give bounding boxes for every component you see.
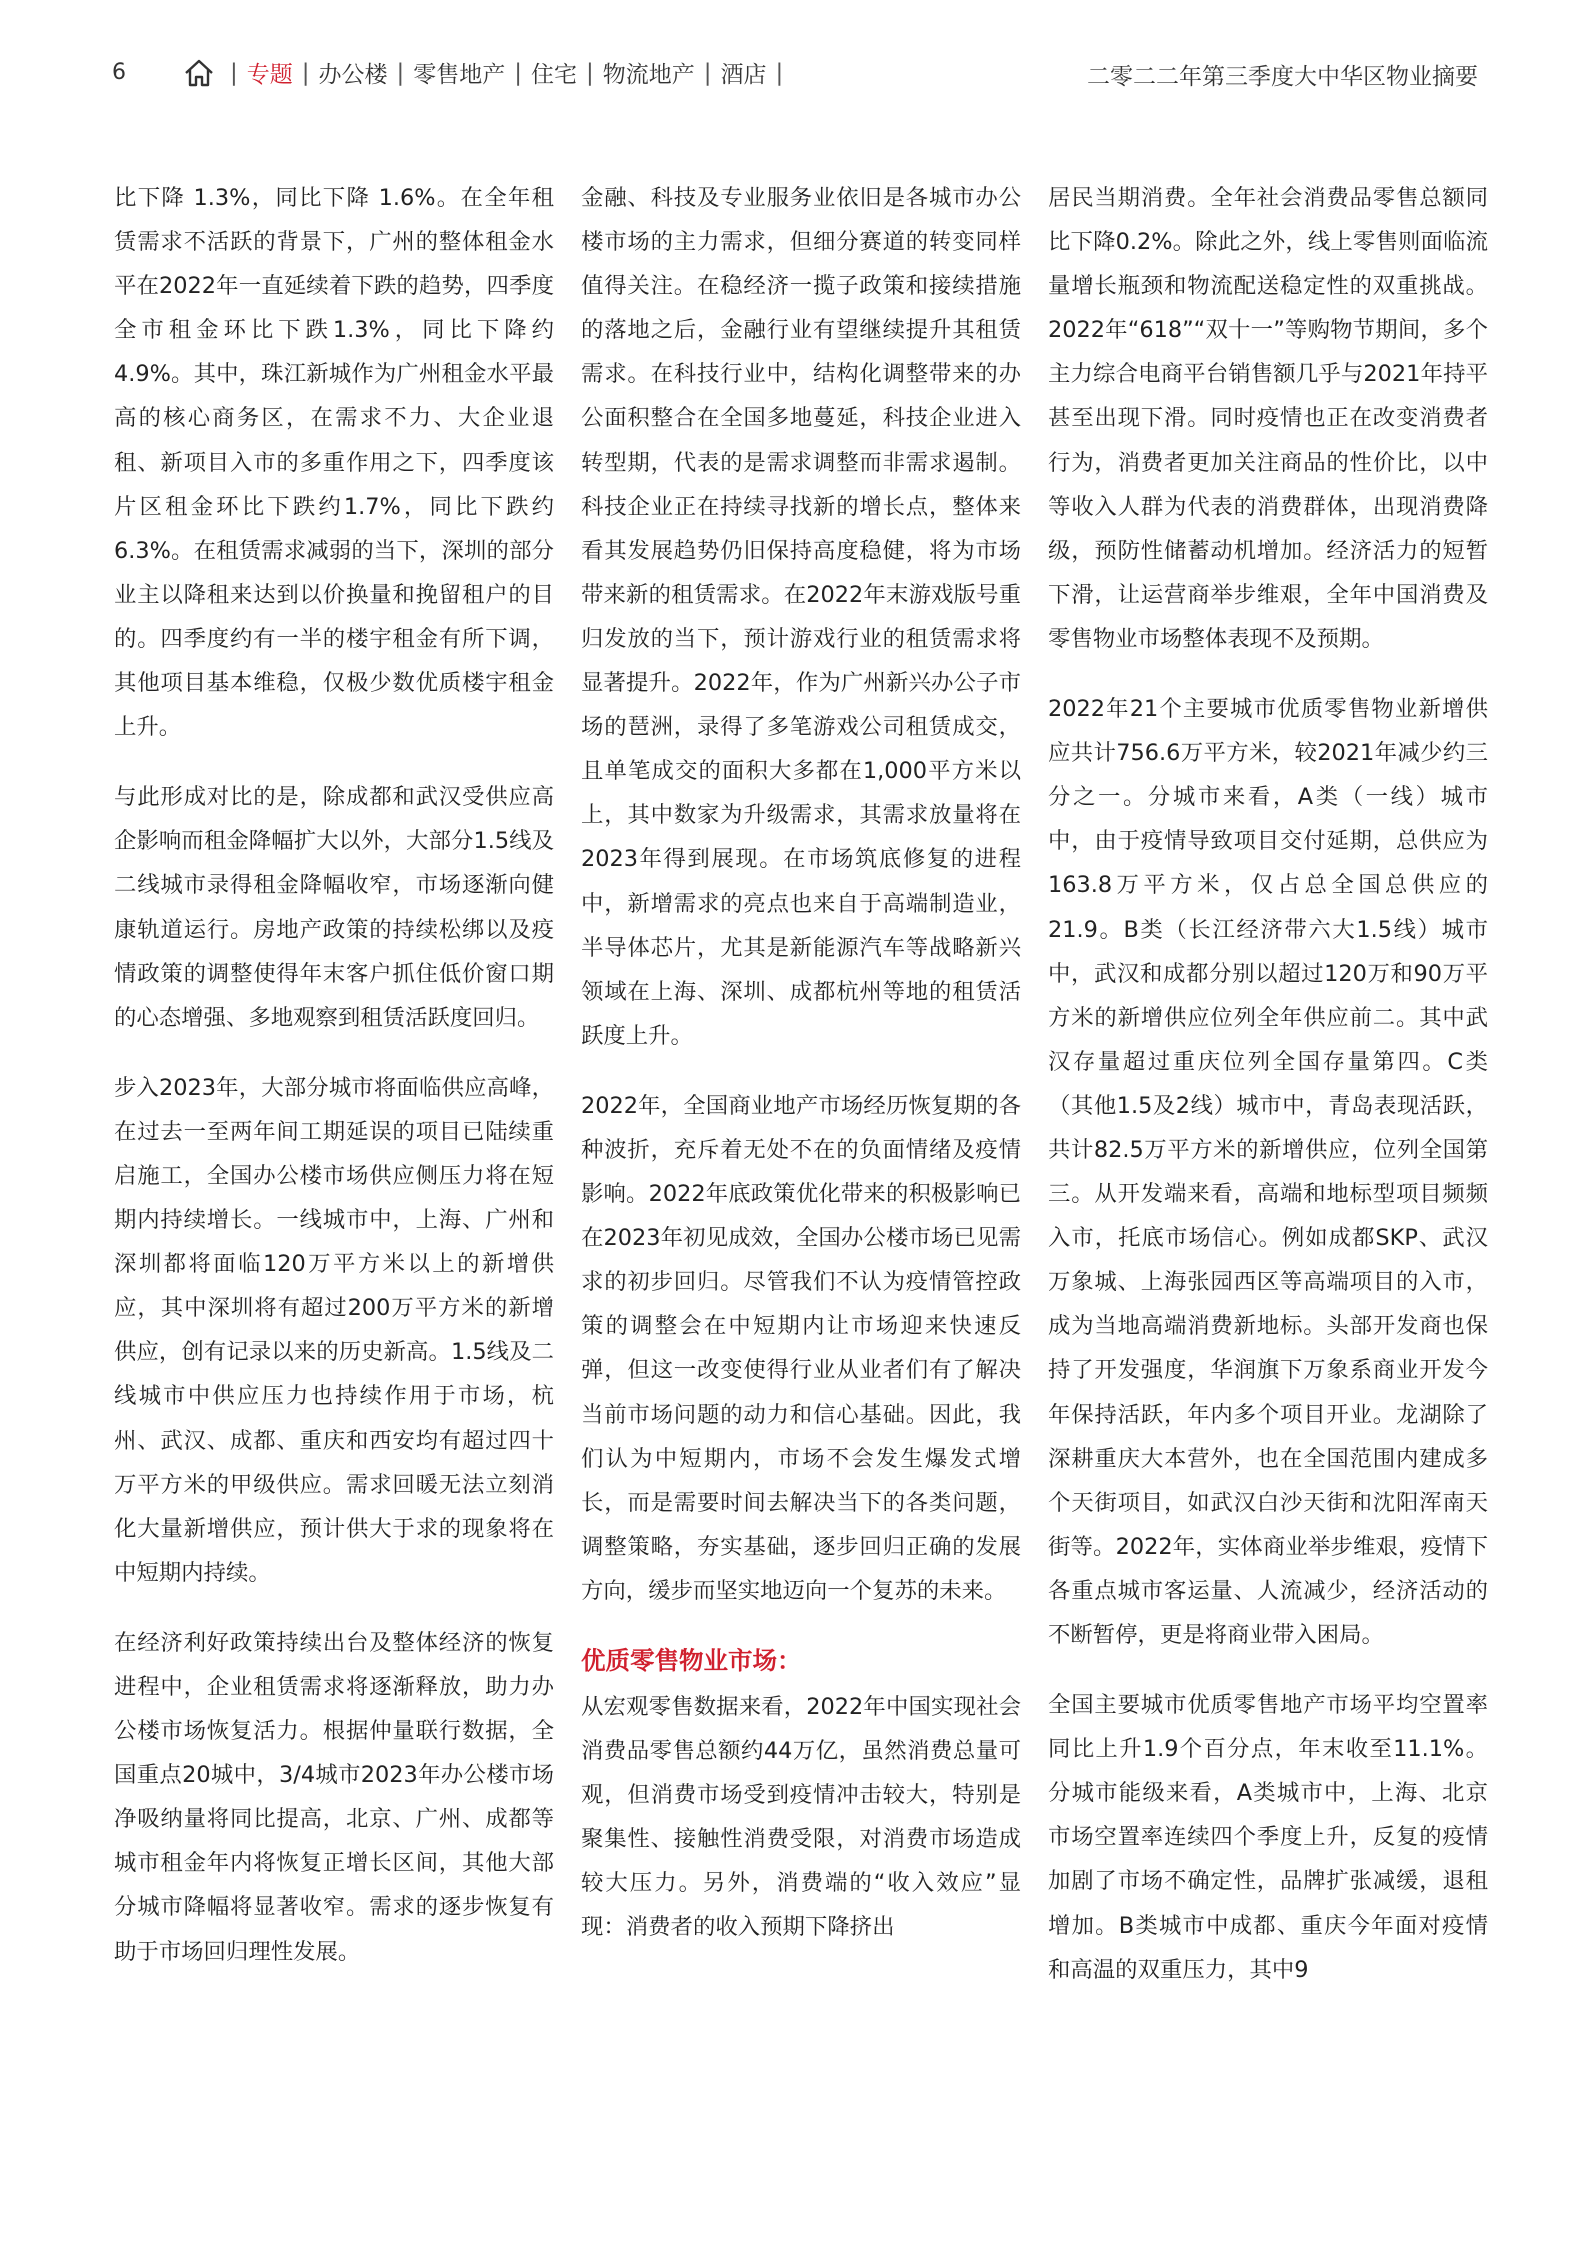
nav-item-residential[interactable]: 住宅 [531, 62, 577, 88]
text-column-1 [114, 176, 554, 2000]
document-title: 二零二二年第三季度大中华区物业摘要 [1087, 64, 1478, 90]
paragraph: 2022年21个主要城市优质零售物业新增供应共计756.6万平方米，较2021年减少约三分之一。分城市来看，A类（一线）城市中，由于疫情导致项目交付延期，总供应为163.8万平方米，仅占总全国总供应的21.9。B类（长江经济带六大1.5线）城市中，武汉和成都分别以超过120万和90万平方米的新增供应位列全年供应前二。其中武汉存量超过重庆位列全国存量第四。C类（其他1.5及2线）城市中，青岛表现活跃，共计82.5万平方米的新增供应，位列全国第三。从开发端来看，高端和地标型项目频频入市，托底市场信心。例如成都SKP、武汉万象城、上海张园西区等高端项目的入市，成为当地高端消费新地标。头部开发商也保持了开发强度，华润旗下万象系商业开发今年保持活跃，年内多个项目开业。龙湖除了深耕重庆大本营外，也在全国范围内建成多个天街项目，如武汉白沙天街和沈阳浑南天街等。2022年，实体商业举步维艰，疫情下各重点城市客运量、人流减少，经济活动的不断暂停，更是将商业带入困局。 [1048, 696, 1488, 1648]
nav-item-hotel[interactable]: 酒店 [720, 62, 767, 88]
paragraph: 居民当期消费。全年社会消费品零售总额同比下降0.2%。除此之外，线上零售则面临流量增长瓶颈和物流配送稳定性的双重挑战。2022年“618”“双十一”等购物节期间，多个主力综合电商平台销售额几乎与2021年持平甚至出现下滑。同时疫情也正在改变消费者行为，消费者更加关注商品的性价比，以中等收入人群为代表的消费群体，出现消费降级，预防性储蓄动机增加。经济活力的短暂下滑，让运营商举步维艰，全年中国消费及零售物业市场整体表现不及预期。 [1048, 185, 1488, 652]
paragraph: 金融、科技及专业服务业依旧是各城市办公楼市场的主力需求，但细分赛道的转变同样值得关注。在稳经济一揽子政策和接续措施的落地之后，金融行业有望继续提升其租赁需求。在科技行业中，结构化调整带来的办公面积整合在全国多地蔓延，科技企业进入转型期，代表的是需求调整而非需求遏制。科技企业正在持续寻找新的增长点，整体来看其发展趋势仍旧保持高度稳健，将为市场带来新的租赁需求。在2022年末游戏版号重归发放的当下，预计游戏行业的租赁需求将显著提升。2022年，作为广州新兴办公子市场的琶洲，录得了多笔游戏公司租赁成交，且单笔成交的面积大多都在1,000平方米以上，其中数家为升级需求，其需求放量将在2023年得到展现。在市场筑底修复的进程中，新增需求的亮点也来自于高端制造业，半导体芯片，尤其是新能源汽车等战略新兴领域在上海、深圳、成都杭州等地的租赁活跃度上升。 [581, 185, 1021, 1049]
nav-separator: | [396, 59, 405, 86]
nav-separator: | [230, 59, 238, 86]
paragraph: 比下降 1.3%，同比下降 1.6%。在全年租赁需求不活跃的背景下，广州的整体租金水平在2022年一直延续着下跌的趋势，四季度全市租金环比下跌1.3%，同比下降约4.9%。其中，珠江新城作为广州租金水平最高的核心商务区，在需求不力、大企业退租、新项目入市的多重作用之下，四季度该片区租金环比下跌约1.7%，同比下跌约6.3%。在租赁需求减弱的当下，深圳的部分业主以降租来达到以价换量和挽留租户的目的。四季度约有一半的楼宇租金有所下调，其他项目基本维稳，仅极少数优质楼宇租金上升。 [114, 185, 554, 741]
nav-item-feature[interactable]: 专题 [246, 62, 293, 88]
nav-separator: | [301, 59, 310, 86]
nav-separator: | [586, 59, 594, 86]
nav-separator: | [703, 59, 712, 86]
nav-item-logistics[interactable]: 物流地产 [602, 62, 695, 88]
section-heading-retail: 优质零售物业市场： [581, 1646, 802, 1675]
page-header [0, 0, 1586, 130]
home-icon[interactable] [183, 58, 215, 88]
paragraph: 从宏观零售数据来看，2022年中国实现社会消费品零售总额约44万亿，虽然消费总量可观，但消费市场受到疫情冲击较大，特别是聚集性、接触性消费受限，对消费市场造成较大压力。另外，消费端的“收入效应”显现：消费者的收入预期下降挤出 [581, 1694, 1021, 1941]
text-column-3 [1048, 176, 1488, 2018]
nav-separator: | [514, 59, 522, 86]
nav-item-office[interactable]: 办公楼 [318, 62, 388, 88]
paragraph: 全国主要城市优质零售地产市场平均空置率同比上升1.9个百分点，年末收至11.1%。分城市能级来看，A类城市中，上海、北京市场空置率连续四个季度上升，反复的疫情加剧了市场不确定性，品牌扩张减缓，退租增加。B类城市中成都、重庆今年面对疫情和高温的双重压力，其中9 [1048, 1692, 1488, 1983]
page-number: 6 [112, 60, 126, 85]
paragraph: 步入2023年，大部分城市将面临供应高峰，在过去一至两年间工期延误的项目已陆续重启施工，全国办公楼市场供应侧压力将在短期内持续增长。一线城市中，上海、广州和深圳都将面临120万平方米以上的新增供应，其中深圳将有超过200万平方米的新增供应，创有记录以来的历史新高。1.5线及二线城市中供应压力也持续作用于市场，杭州、武汉、成都、重庆和西安均有超过四十万平方米的甲级供应。需求回暖无法立刻消化大量新增供应，预计供大于求的现象将在中短期内持续。 [114, 1074, 554, 1586]
nav-separator: | [775, 59, 784, 86]
paragraph: 2022年，全国商业地产市场经历恢复期的各种波折，充斥着无处不在的负面情绪及疫情影响。2022年底政策优化带来的积极影响已在2023年初见成效，全国办公楼市场已见需求的初步回归。尽管我们不认为疫情管控政策的调整会在中短期内让市场迎来快速反弹，但这一改变使得行业从业者们有了解决当前市场问题的动力和信心基础。因此，我们认为中短期内，市场不会发生爆发式增长，而是需要时间去解决当下的各类问题，调整策略，夯实基础，逐步回归正确的发展方向，缓步而坚实地迈向一个复苏的未来。 [581, 1092, 1021, 1604]
text-column-2 [581, 176, 1021, 1976]
paragraph: 与此形成对比的是，除成都和武汉受供应高企影响而租金降幅扩大以外，大部分1.5线及二线城市录得租金降幅收窄，市场逐渐向健康轨道运行。房地产政策的持续松绑以及疫情政策的调整使得年末客户抓住低价窗口期的心态增强、多地观察到租赁活跃度回归。 [114, 784, 554, 1031]
top-navigation [183, 56, 792, 89]
paragraph: 在经济利好政策持续出台及整体经济的恢复进程中，企业租赁需求将逐渐释放，助力办公楼市场恢复活力。根据仲量联行数据，全国重点20城中，3/4城市2023年办公楼市场净吸纳量将同比提高，北京、广州、成都等城市租金年内将恢复正增长区间，其他大部分城市降幅将显著收窄。需求的逐步恢复有助于市场回归理性发展。 [114, 1629, 554, 1965]
nav-item-retail[interactable]: 零售地产 [413, 62, 506, 88]
